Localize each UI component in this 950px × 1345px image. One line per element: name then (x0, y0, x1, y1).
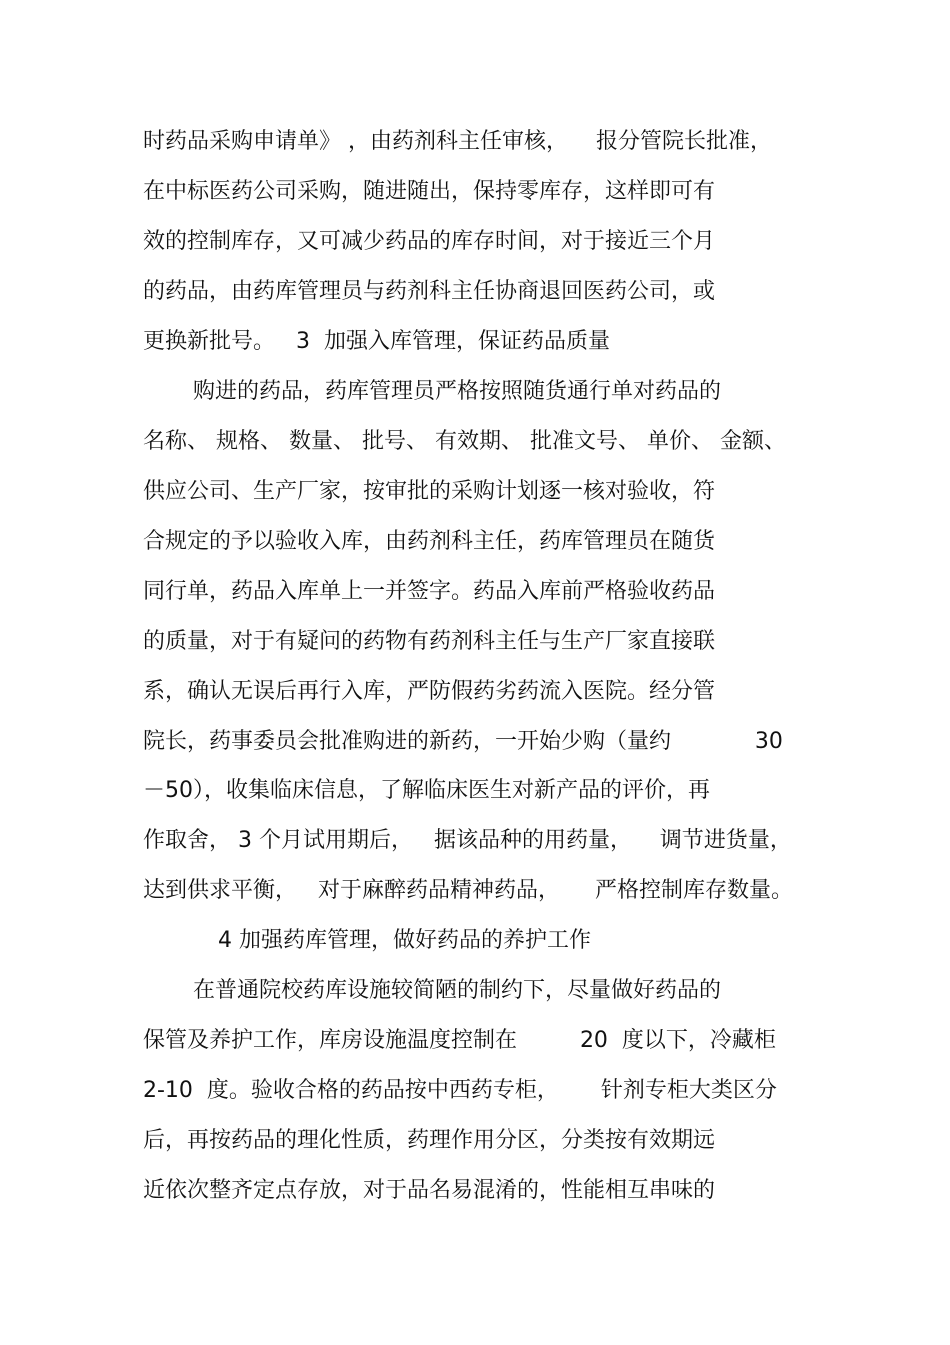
text-line-4: 的药品，由药库管理员与药剂科主任协商退回医药公司，或 (143, 279, 716, 304)
text-line-12: 系，确认无误后再行入库，严防假药劣药流入医院。经分管 (143, 679, 716, 704)
text-line-5: 更换新批号。 3 加强入库管理，保证药品质量 (143, 329, 610, 354)
text-line-15: 作取舍， 3 个月试用期后， 据该品种的用药量， 调节进货量， (143, 828, 792, 853)
text-line-11: 的质量，对于有疑问的药物有药剂科主任与生产厂家直接联 (143, 629, 716, 654)
text-line-22: 近依次整齐定点存放，对于品名易混淆的，性能相互串味的 (143, 1178, 716, 1203)
text-line-7: 名称、 规格、 数量、 批号、 有效期、 批准文号、 单价、 金额、 (143, 429, 786, 454)
text-line-9: 合规定的予以验收入库，由药剂科主任，药库管理员在随货 (143, 529, 716, 554)
text-line-18: 在普通院校药库设施较简陋的制约下，尽量做好药品的 (193, 978, 722, 1003)
text-line-2: 在中标医药公司采购，随进随出，保持零库存，这样即可有 (143, 179, 716, 204)
text-line-1: 时药品采购申请单》 ，由药剂科主任审核， 报分管院长批准， (143, 129, 772, 154)
text-line-3: 效的控制库存，又可减少药品的库存时间，对于接近三个月 (143, 229, 716, 254)
text-line-13: 院长，药事委员会批准购进的新药，一开始少购（量约 30 (143, 729, 783, 754)
text-line-14: －50），收集临床信息，了解临床医生对新产品的评价，再 (143, 778, 710, 803)
text-line-16: 达到供求平衡， 对于麻醉药品精神药品， 严格控制库存数量。 (143, 878, 793, 903)
text-line-10: 同行单，药品入库单上一并签字。药品入库前严格验收药品 (143, 579, 716, 604)
text-line-6: 购进的药品，药库管理员严格按照随货通行单对药品的 (193, 379, 722, 404)
section-heading-4: 4 加强药库管理，做好药品的养护工作 (218, 928, 591, 953)
text-line-8: 供应公司、生产厂家，按审批的采购计划逐一核对验收，符 (143, 479, 716, 504)
text-line-20: 2-10 度。验收合格的药品按中西药专柜， 针剂专柜大类区分 (143, 1078, 777, 1103)
text-line-21: 后，再按药品的理化性质，药理作用分区，分类按有效期远 (143, 1128, 716, 1153)
text-line-19: 保管及养护工作，库房设施温度控制在 20 度以下，冷藏柜 (143, 1028, 776, 1053)
